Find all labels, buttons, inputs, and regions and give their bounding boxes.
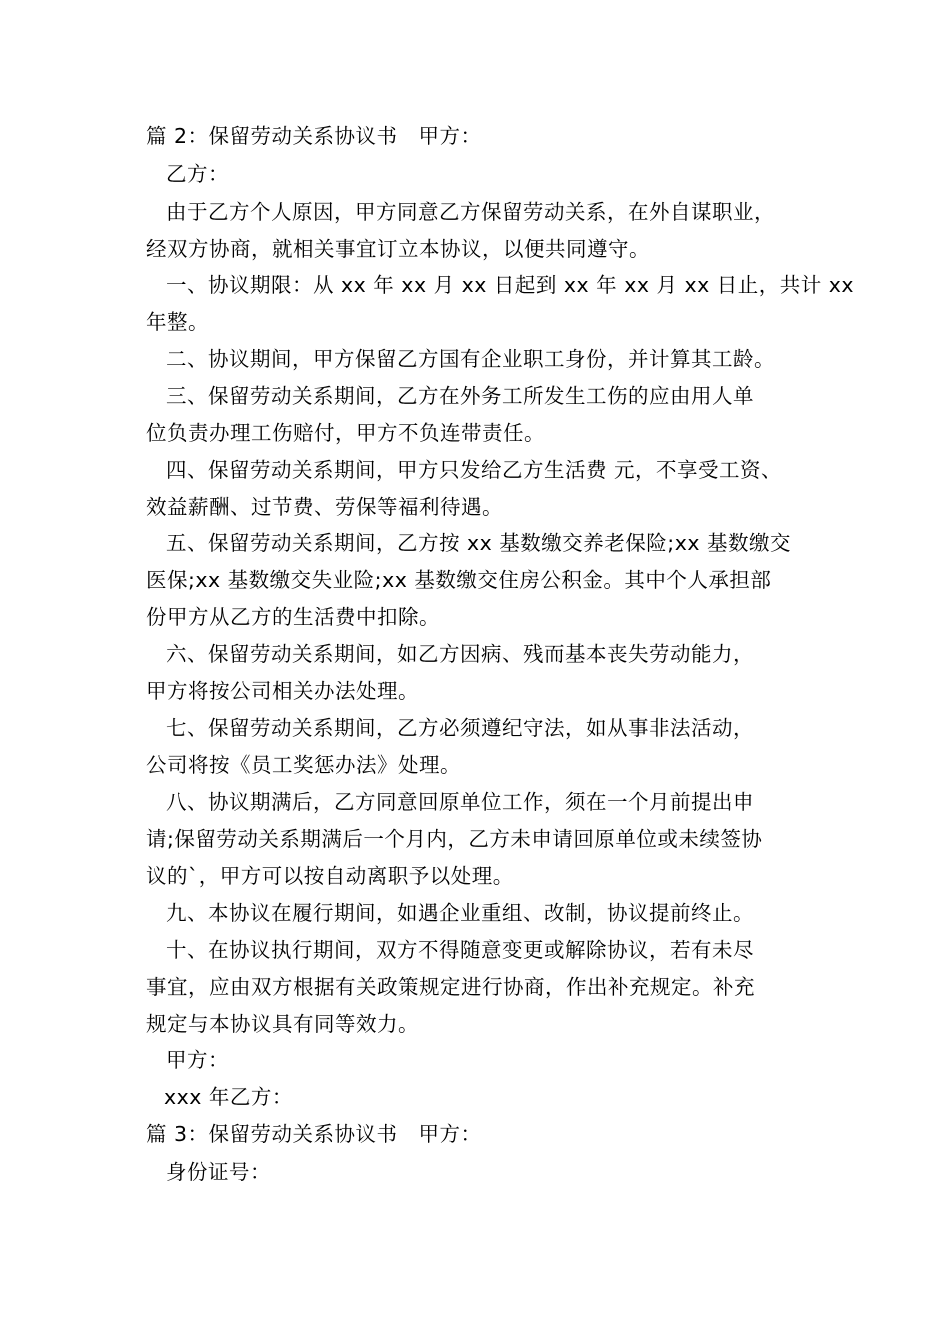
clause-5 [146,525,816,636]
doc-line-2 [146,156,816,193]
text-line: 三、保留劳动关系期间，乙方在外务工所发生工伤的应由用人单 [166,384,754,408]
party-a-label: 甲方： [166,1048,229,1072]
text-line: 四、保留劳动关系期间，甲方只发给乙方生活费 元，不享受工资、 [166,458,783,482]
paragraph-intro [146,194,816,268]
text-line: 甲方将按公司相关办法处理。 [146,679,419,703]
text-line: 议的`，甲方可以按自动离职予以处理。 [146,864,514,888]
clause-4 [146,452,816,526]
date-party-b-label: xxx 年乙方： [164,1085,293,1109]
text-line: 效益薪酬、过节费、劳保等福利待遇。 [146,495,503,519]
clause-7 [146,710,816,784]
doc-line-1 [146,118,816,155]
text-line: 十、在协议执行期间，双方不得随意变更或解除协议，若有未尽 [166,938,754,962]
doc-line-heading-3 [146,1116,816,1153]
clause-8 [146,784,816,895]
text-line: 由于乙方个人原因，甲方同意乙方保留劳动关系，在外自谋职业， [166,200,775,224]
id-number-label: 身份证号： [166,1160,271,1184]
text-line: 事宜，应由双方根据有关政策规定进行协商，作出补充规定。补充 [146,975,755,999]
text-line: 位负责办理工伤赔付，甲方不负连带责任。 [146,421,545,445]
doc-line-id [146,1154,816,1191]
clause-2 [146,341,816,378]
clause-1 [146,267,855,341]
text-line: 年整。 [146,310,209,334]
text-line: 六、保留劳动关系期间，如乙方因病、残而基本丧失劳动能力， [166,642,754,666]
text-line: 请;保留劳动关系期满后一个月内，乙方未申请回原单位或未续签协 [146,827,763,851]
text-line: 一、协议期限：从 xx 年 xx 月 xx 日起到 xx 年 xx 月 xx 日止，共计 xx [166,273,855,297]
text-line: 规定与本协议具有同等效力。 [146,1012,419,1036]
signature-date-party-b [146,1079,816,1116]
text-line: 八、协议期满后，乙方同意回原单位工作，须在一个月前提出申 [166,790,754,814]
section-heading-3: 篇 3：保留劳动关系协议书 甲方： [146,1122,482,1146]
text-line: 医保;xx 基数缴交失业险;xx 基数缴交住房公积金。其中个人承担部 [146,568,772,592]
clause-9 [146,895,816,932]
text-line: 二、协议期间，甲方保留乙方国有企业职工身份，并计算其工龄。 [166,347,775,371]
clause-3 [146,378,816,452]
clause-6 [146,636,816,710]
text-line: 经双方协商，就相关事宜订立本协议，以便共同遵守。 [146,237,650,261]
text-line: 九、本协议在履行期间，如遇企业重组、改制，协议提前终止。 [166,901,754,925]
text-line: 公司将按《员工奖惩办法》处理。 [146,753,461,777]
signature-party-a [146,1042,816,1079]
text-line: 五、保留劳动关系期间，乙方按 xx 基数缴交养老保险;xx 基数缴交 [166,531,791,555]
clause-10 [146,932,816,1043]
text-line: 份甲方从乙方的生活费中扣除。 [146,605,440,629]
text-line: 七、保留劳动关系期间，乙方必须遵纪守法，如从事非法活动， [166,716,754,740]
party-b-label: 乙方： [166,162,229,186]
section-heading-2: 篇 2：保留劳动关系协议书 甲方： [146,124,482,148]
